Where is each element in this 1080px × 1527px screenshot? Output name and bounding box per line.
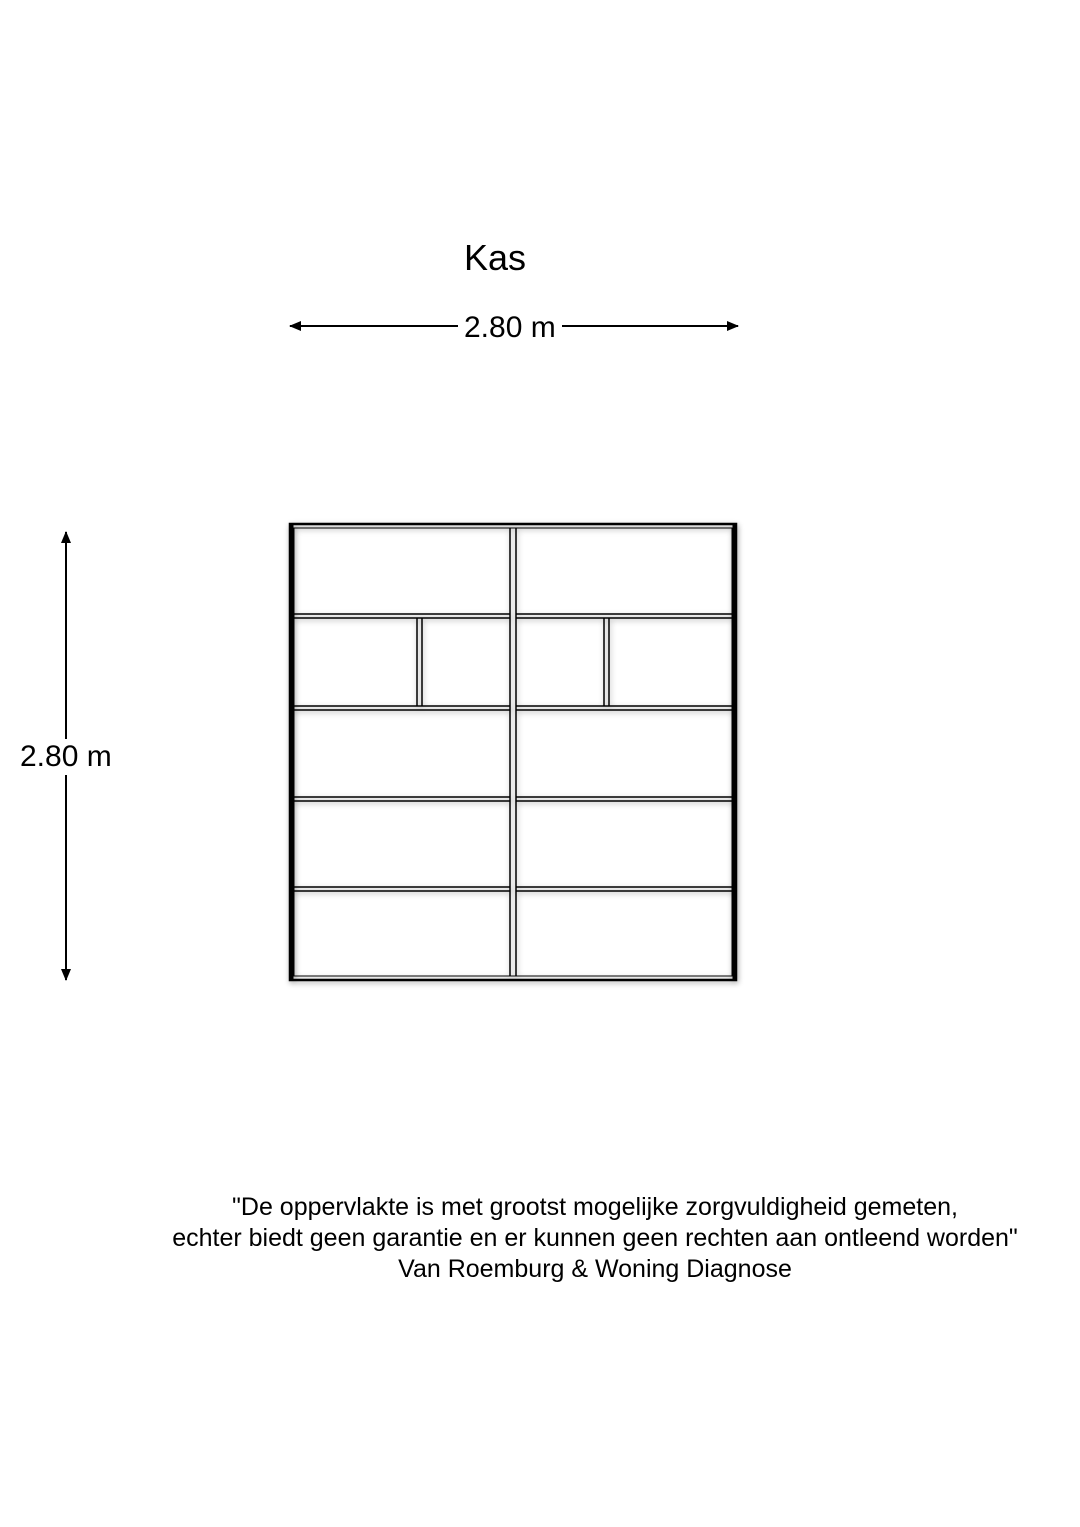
disclaimer (110, 1192, 1080, 1285)
disclaimer-line-2: echter biedt geen garantie en er kunnen geen rechten aan ontleend worden" (172, 1224, 1018, 1252)
compartment-dividers (417, 618, 609, 706)
shelving-unit (290, 524, 736, 980)
height-dimension-label: 2.80 m (14, 739, 118, 775)
shelves (294, 614, 732, 891)
drawing-title: Kas (463, 237, 527, 278)
disclaimer-line-1: "De oppervlakte is met grootst mogelijke zorgvuldigheid gemeten, (232, 1193, 958, 1221)
width-dimension-label: 2.80 m (458, 310, 562, 346)
disclaimer-line-3: Van Roemburg & Woning Diagnose (398, 1255, 792, 1283)
